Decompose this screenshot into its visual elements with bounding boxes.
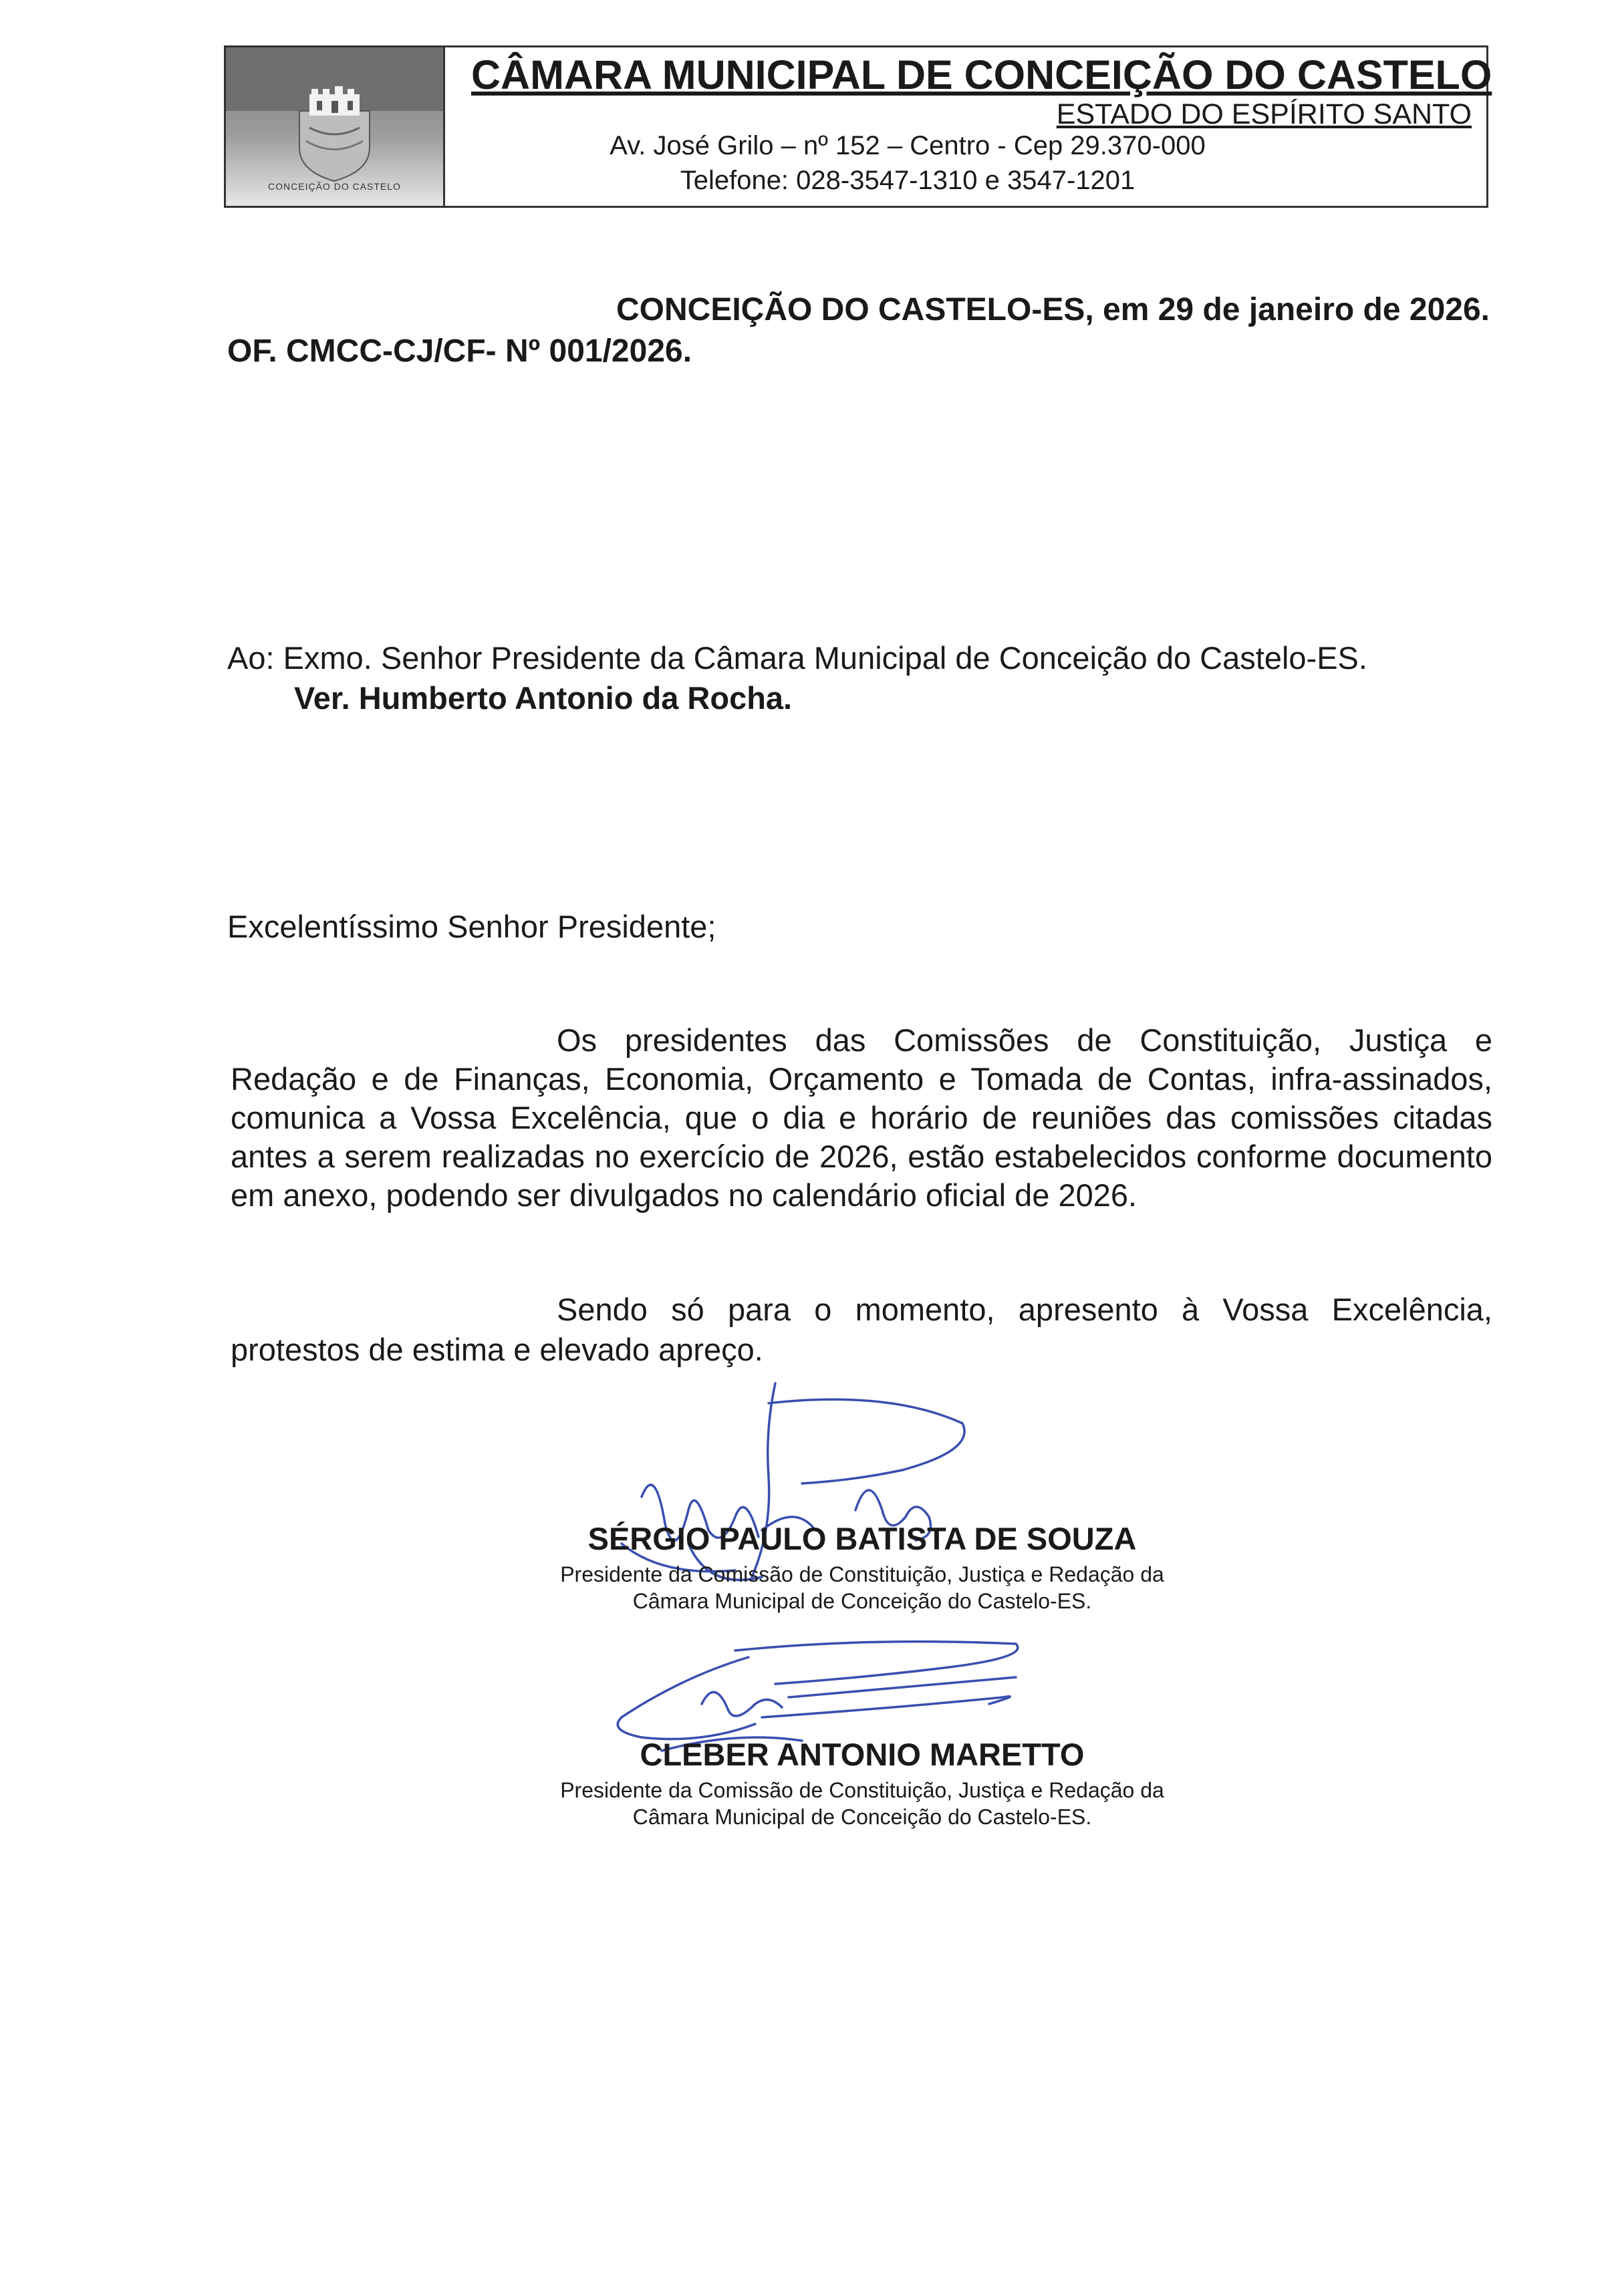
signer-2-name: CLEBER ANTONIO MARETTO (640, 1737, 1085, 1772)
salutation: Excelentíssimo Senhor Presidente; (227, 909, 716, 944)
chamber-title: CÂMARA MUNICIPAL DE CONCEIÇÃO DO CASTELO (471, 52, 1492, 98)
signer-2-role-line-1: Presidente da Comissão de Constituição, Justiça e Redação da (560, 1778, 1164, 1802)
state-name: ESTADO DO ESPÍRITO SANTO (1056, 98, 1472, 130)
signature-block-2 (528, 1736, 1196, 1830)
signer-1-name: SÉRGIO PAULO BATISTA DE SOUZA (587, 1521, 1137, 1556)
recipient-line: Ao: Exmo. Senhor Presidente da Câmara Municipal de Conceição do Castelo-ES. (227, 640, 1367, 676)
signer-1-role-line-1: Presidente da Comissão de Constituição, Justiça e Redação da (560, 1562, 1164, 1586)
crest-panel (226, 47, 445, 206)
signature-block-1 (528, 1520, 1196, 1614)
chamber-address: Av. José Grilo – nº 152 – Centro - Cep 29.370-000 (610, 131, 1206, 160)
chamber-phone: Telefone: 028-3547-1310 e 3547-1201 (680, 166, 1135, 195)
letter-closing: Sendo só para o momento, apresento à Vossa Excelência, protestos de estima e elevado apreço. (231, 1292, 1492, 1367)
signer-2-role-line-2: Câmara Municipal de Conceição do Castelo-ES. (632, 1805, 1092, 1829)
recipient-name: Ver. Humberto Antonio da Rocha. (294, 680, 793, 716)
signer-1-role-line-2: Câmara Municipal de Conceição do Castelo-ES. (632, 1589, 1092, 1613)
date-line: CONCEIÇÃO DO CASTELO-ES, em 29 de janeiro de 2026. (616, 292, 1490, 327)
office-number: OF. CMCC-CJ/CF- Nº 001/2026. (227, 333, 692, 369)
letterhead (224, 45, 1492, 208)
crest-caption: CONCEIÇÃO DO CASTELO (268, 181, 401, 192)
letter-body: Os presidentes das Comissões de Constituição, Justiça e Redação e de Finanças, Economia, Orçamento e Tomada de Contas, infra-assinados, comunica a Vossa Excelência, que o dia e horário de reuniões das comissões citadas antes a serem realizadas no exercício de 2026, estão estabelecidos conforme documento em anexo, podendo ser divulgados no calendário oficial de 2026. (231, 1022, 1492, 1213)
